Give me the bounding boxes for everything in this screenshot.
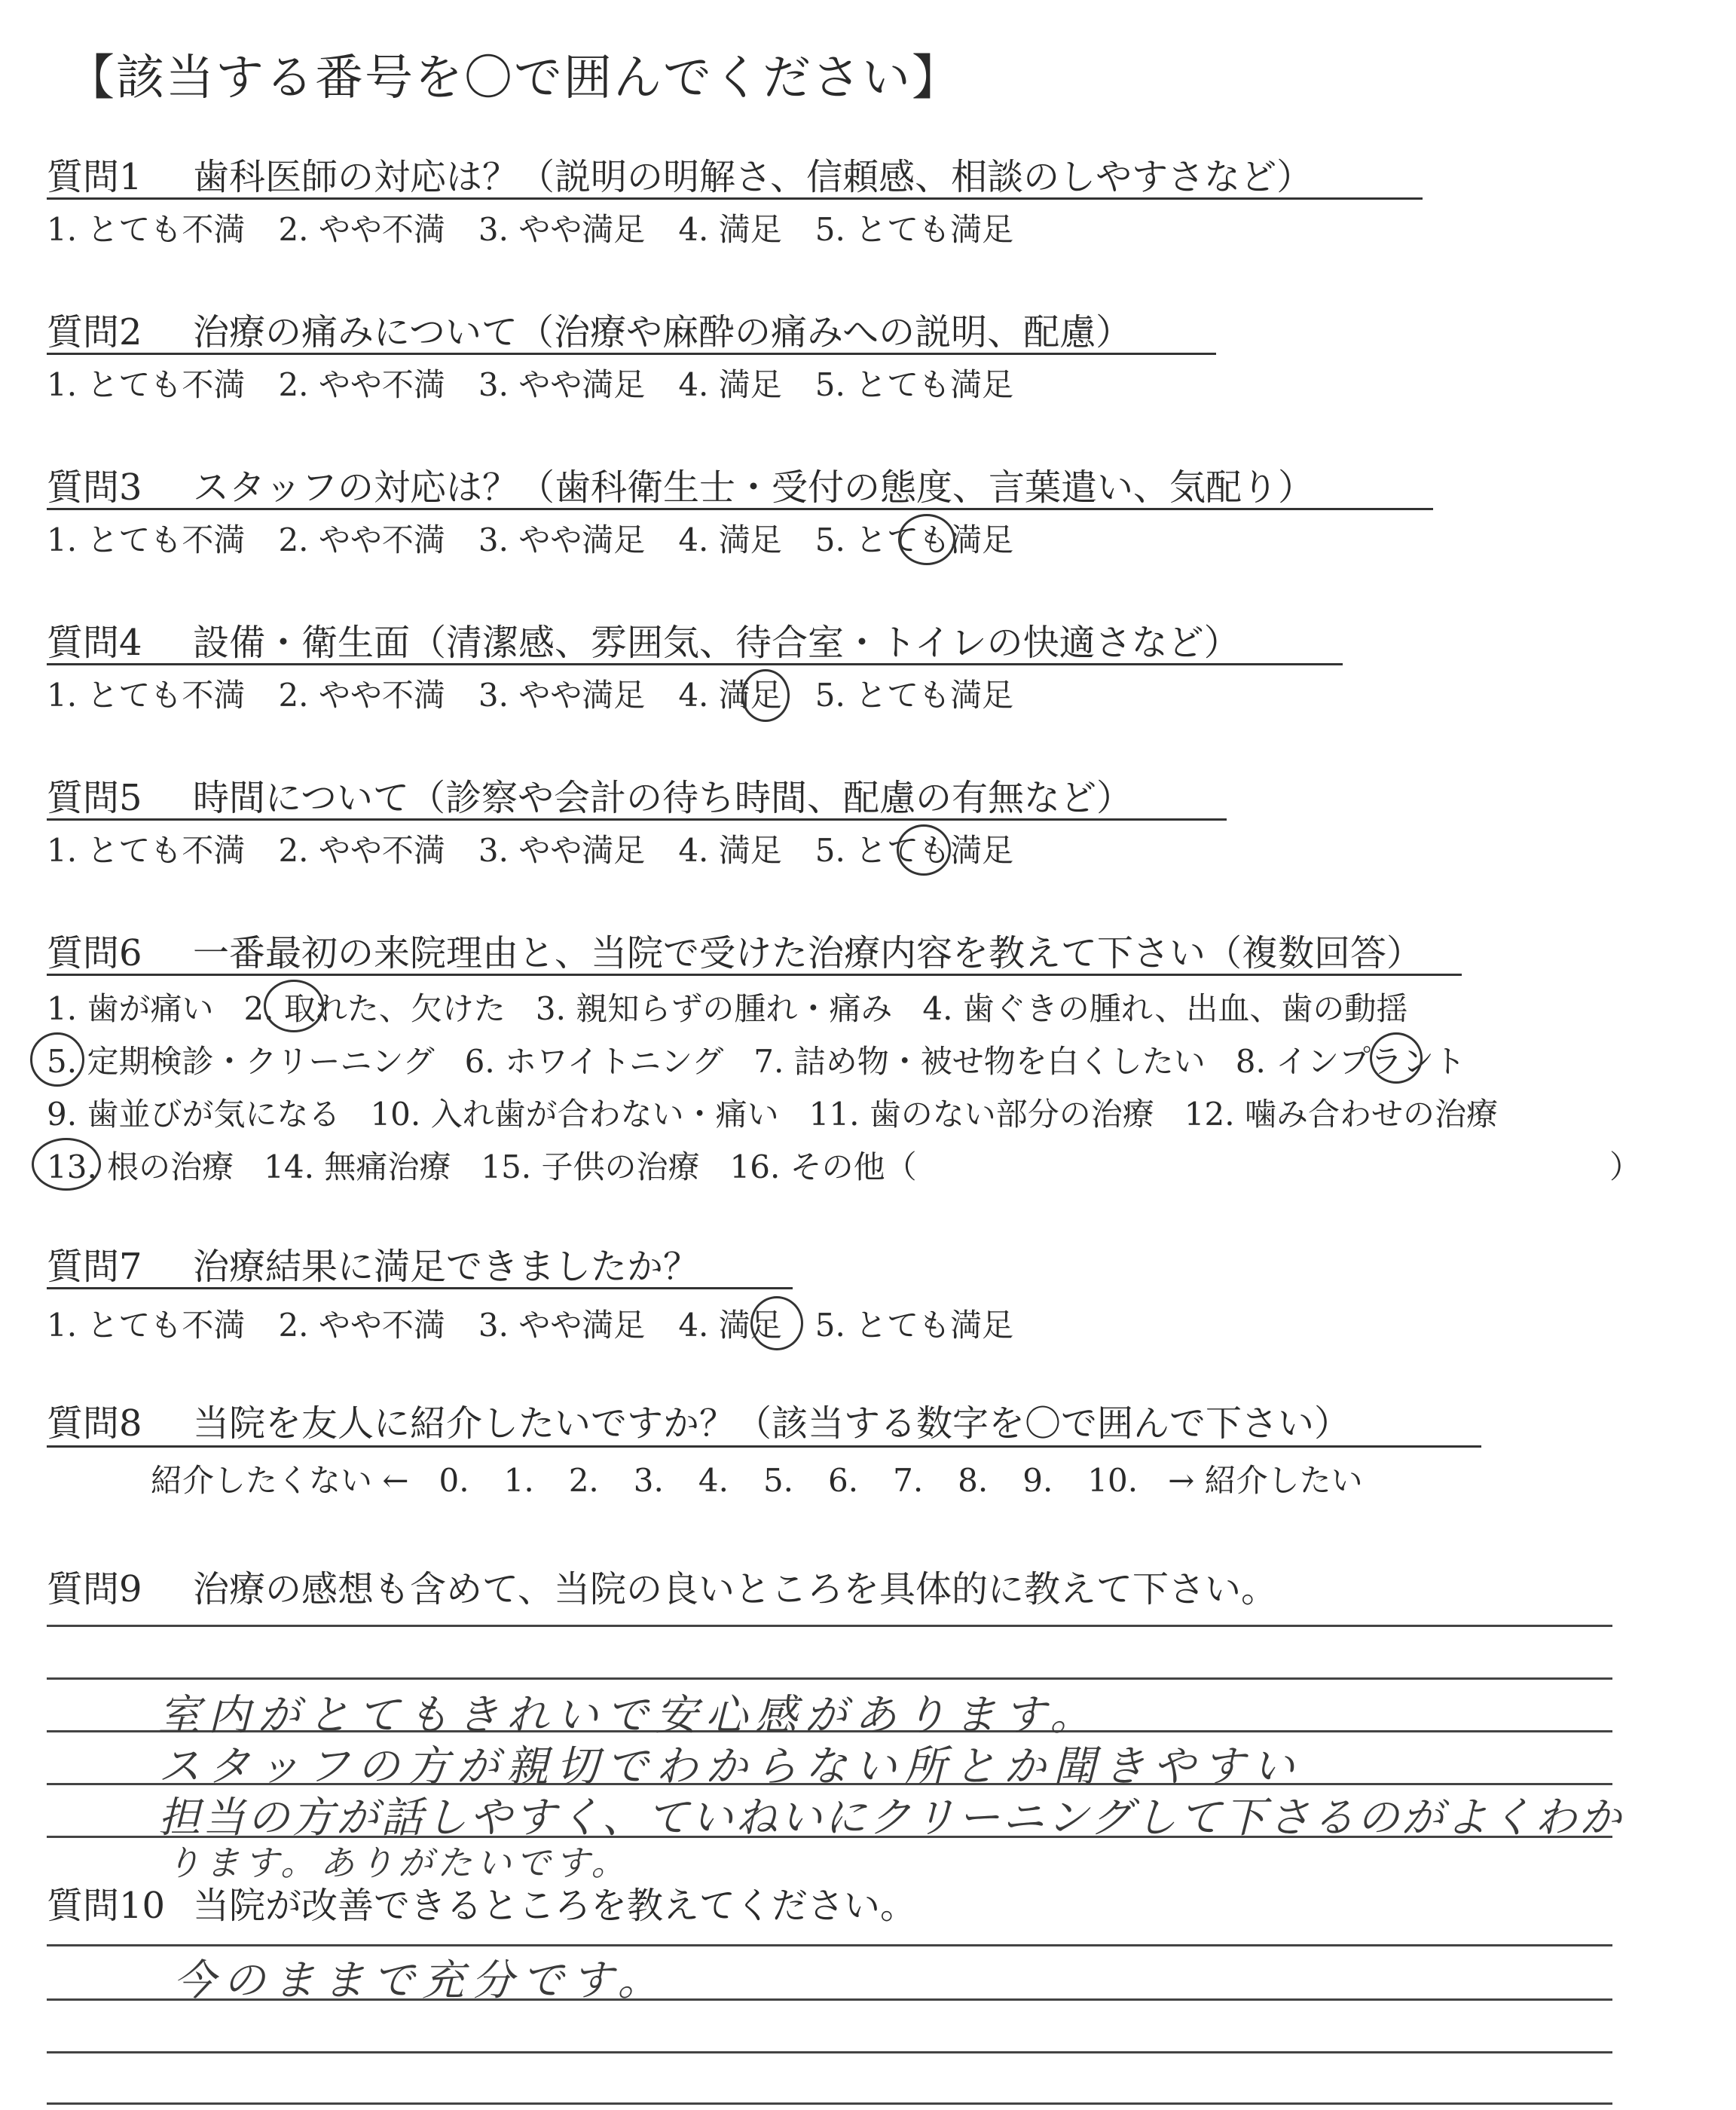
question-2-title [47,303,1132,355]
question-4-title [47,613,1240,665]
option-number: 11. [808,1096,860,1133]
question-6-underline [47,974,1462,976]
question-4-underline [47,663,1343,665]
scale-right-label: → 紹介したい [1168,1462,1363,1499]
scale-option[interactable]: 1. [503,1462,534,1499]
option-2[interactable]: 2. やや不満 [278,366,445,403]
option-3[interactable]: 3. やや満足 [478,366,646,403]
option-1[interactable]: 1. とても不満 [47,366,246,403]
other-input[interactable] [1002,1148,1590,1182]
selection-circle [898,514,955,565]
option-number: 12. [1184,1096,1235,1133]
q9-answer-line-2: スタッフの方が親切でわからない所とか聞きやすい [158,1742,1302,1791]
option-label[interactable]: 歯並びが気になる [87,1096,341,1133]
option-1[interactable]: 1. とても不満 [47,521,246,558]
scale-option[interactable]: 9. [1022,1462,1053,1499]
q9-answer-line-4: ります。ありがたいです。 [166,1842,631,1883]
q8-scale [151,1456,1363,1501]
question-6-number: 質問6 [47,932,142,974]
option-number: 7. [753,1043,784,1080]
option-label[interactable]: 子供の治療 [541,1148,700,1185]
question-2-number: 質問2 [47,311,142,353]
option-label[interactable]: 歯ぐきの腫れ、出血、歯の動揺 [962,990,1408,1027]
q9-answer-line-1: 室内がとてもきれいで安心感があります。 [158,1691,1100,1740]
question-7-underline [47,1287,793,1289]
option-2[interactable]: 2. やや不満 [278,521,445,558]
scale-option[interactable]: 6. [828,1462,859,1499]
option-label[interactable]: 入れ歯が合わない・痛い [430,1096,779,1133]
selection-circle [32,1138,101,1191]
option-5[interactable]: 5. とても満足 [815,677,1014,714]
question-3-number: 質問3 [47,466,142,509]
writing-line [47,1677,1612,1680]
question-7-number: 質問7 [47,1246,142,1288]
option-label[interactable]: 定期検診・クリーニング [87,1043,435,1080]
question-4-number: 質問4 [47,622,142,664]
question-1-number: 質問1 [47,156,142,198]
question-1-title [47,148,1313,200]
selection-circle [750,1296,803,1350]
option-5[interactable]: 5. とても満足 [815,832,1014,869]
writing-line [47,1944,1612,1946]
question-10-title [47,1876,916,1928]
writing-line [47,2051,1612,2053]
option-number: 4. [922,990,953,1027]
scale-option[interactable]: 7. [893,1462,924,1499]
option-3[interactable]: 3. やや満足 [478,832,646,869]
option-number: 6. [464,1043,495,1080]
question-2-underline [47,353,1216,355]
question-7-options [47,1301,1013,1346]
option-number: 14. [264,1148,314,1185]
option-label[interactable]: インプラント [1276,1043,1466,1080]
question-8-text: 当院を友人に紹介したいですか？（該当する数字を〇で囲んで下さい） [193,1402,1351,1445]
scale-option[interactable]: 2. [568,1462,599,1499]
option-5[interactable]: 5. とても満足 [815,366,1014,403]
selection-circle [264,980,324,1032]
option-number: 13. [47,1148,97,1185]
question-1-text: 歯科医師の対応は？（説明の明解さ、信頼感、相談のしやすさなど） [193,156,1313,198]
option-number: 2. [243,990,274,1027]
writing-line [47,2102,1612,2105]
option-5[interactable]: 5. とても満足 [815,521,1014,558]
question-4-options [47,671,1013,716]
question-5-title [47,769,1132,821]
option-1[interactable]: 1. とても不満 [47,677,246,714]
option-4[interactable]: 4. 満足 [678,366,782,403]
option-4[interactable]: 4. 満足 [678,211,782,248]
question-5-options [47,826,1013,871]
option-label[interactable]: 無痛治療 [324,1148,451,1185]
option-label[interactable]: ホワイトニング [505,1043,724,1080]
q6-options-row-4 [47,1142,917,1188]
option-2[interactable]: 2. やや不満 [278,677,445,714]
question-1-options [47,205,1013,250]
question-3-options [47,515,1013,561]
scale-option[interactable]: 10. [1087,1462,1138,1499]
question-4-text: 設備・衛生面（清潔感、雰囲気、待合室・トイレの快適さなど） [193,622,1240,664]
option-number: 16. [729,1148,781,1185]
option-4[interactable]: 4. 満足 [678,832,782,869]
option-4[interactable]: 4. 満足 [678,521,782,558]
q9-answer-line-3: 担当の方が話しやすく、ていねいにクリーニングして下さるのがよくわか [158,1794,1624,1842]
option-number: 10. [370,1096,421,1133]
option-1[interactable]: 1. とても不満 [47,1307,246,1344]
question-3-underline [47,508,1433,510]
option-2[interactable]: 2. やや不満 [278,211,445,248]
option-3[interactable]: 3. やや満足 [478,521,646,558]
form-header: 【該当する番号を〇で囲んでください】 [66,50,961,106]
question-2-text: 治療の痛みについて（治療や麻酔の痛みへの説明、配慮） [193,311,1132,353]
option-1[interactable]: 1. とても不満 [47,832,246,869]
option-label[interactable]: 詰め物・被せ物を白くしたい [793,1043,1206,1080]
selection-circle [1370,1032,1423,1084]
option-number: 5. [47,1043,78,1080]
option-label[interactable]: その他（ [790,1148,917,1185]
question-8-number: 質問8 [47,1402,142,1445]
option-number: 8. [1235,1043,1266,1080]
question-5-text: 時間について（診察や会計の待ち時間、配慮の有無など） [193,777,1133,819]
scale-option[interactable]: 5. [763,1462,794,1499]
selection-circle [741,669,790,722]
question-7-title [47,1237,699,1289]
scale-option[interactable]: 8. [958,1462,989,1499]
writing-line [47,1625,1612,1627]
question-10-text: 当院が改善できるところを教えてください。 [193,1885,917,1927]
question-8-underline [47,1445,1481,1448]
option-number: 1. [47,990,78,1027]
question-5-number: 質問5 [47,777,142,819]
option-1[interactable]: 1. とても不満 [47,211,246,248]
scale-left-label: 紹介したくない ← [151,1462,409,1499]
question-10-number: 質問10 [47,1885,166,1927]
option-3[interactable]: 3. やや満足 [478,1307,646,1344]
question-6-title [47,924,1423,976]
question-8-title [47,1394,1350,1446]
option-4[interactable]: 4. 満足 [678,677,782,714]
option-label[interactable]: 取れた、欠けた [283,990,506,1027]
option-number: 9. [47,1096,78,1133]
question-6-text: 一番最初の来院理由と、当院で受けた治療内容を教えて下さい（複数回答） [193,932,1423,974]
question-7-text: 治療結果に満足できましたか？ [193,1246,700,1288]
option-2[interactable]: 2. やや不満 [278,1307,445,1344]
selection-circle [897,824,951,876]
option-label[interactable]: 歯のない部分の治療 [869,1096,1154,1133]
scale-option[interactable]: 3. [633,1462,664,1499]
question-9-number: 質問9 [47,1568,142,1610]
other-close-paren: ） [1609,1148,1642,1185]
option-3[interactable]: 3. やや満足 [478,211,646,248]
question-3-text: スタッフの対応は？（歯科衛生士・受付の態度、言葉遣い、気配り） [193,466,1315,509]
option-3[interactable]: 3. やや満足 [478,677,646,714]
question-3-title [47,458,1314,510]
q6-options-row-1 [47,984,1407,1029]
q6-options-row-2 [47,1037,1466,1082]
option-label[interactable]: 噛み合わせの治療 [1244,1096,1498,1133]
option-label[interactable]: 親知らずの腫れ・痛み [576,990,893,1027]
question-9-title [47,1560,1277,1612]
question-1-underline [47,197,1423,200]
option-label[interactable]: 根の治療 [107,1148,234,1185]
option-5[interactable]: 5. とても満足 [815,211,1014,248]
q10-answer: 今のままで充分です。 [173,1956,668,2005]
option-5[interactable]: 5. とても満足 [815,1307,1014,1344]
option-number: 3. [535,990,566,1027]
option-4[interactable]: 4. 満足 [678,1307,782,1344]
selection-circle [30,1032,84,1087]
q6-options-row-3 [47,1090,1498,1135]
scale-option[interactable]: 4. [698,1462,729,1499]
option-label[interactable]: 歯が痛い [87,990,214,1027]
option-2[interactable]: 2. やや不満 [278,832,445,869]
question-2-options [47,360,1013,405]
option-number: 15. [481,1148,532,1185]
scale-option[interactable]: 0. [439,1462,469,1499]
question-9-text: 治療の感想も含めて、当院の良いところを具体的に教えて下さい。 [193,1568,1278,1610]
question-5-underline [47,818,1227,821]
